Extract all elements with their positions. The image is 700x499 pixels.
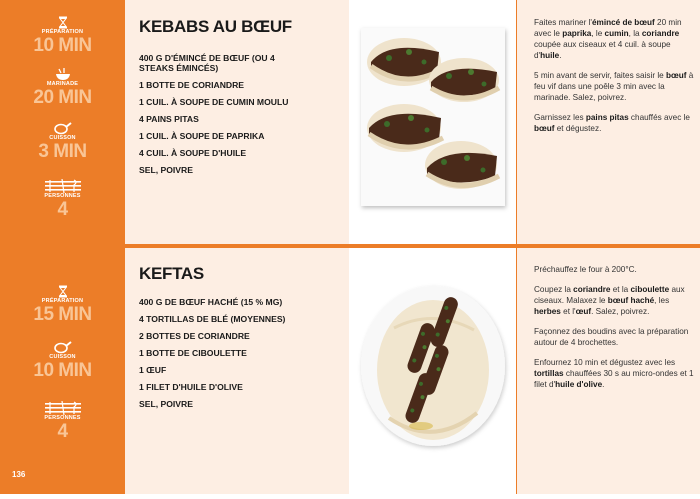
stat-label: PERSONNES [44, 193, 81, 199]
instructions [534, 17, 694, 143]
instruction-text: , la [628, 29, 642, 38]
instruction-text: Garnissez les [534, 113, 586, 122]
stat-value: 10 MIN [33, 360, 92, 381]
instruction-text: . [602, 380, 605, 389]
ingredient-item: 1 CUIL. À SOUPE DE PAPRIKA [139, 131, 265, 141]
recipe-1-photo [349, 0, 516, 244]
ingredient-item: 4 PAINS PITAS [139, 114, 199, 124]
stat-personnes [0, 401, 125, 442]
page-number: 136 [12, 470, 26, 479]
ingredient-list [139, 53, 344, 182]
instruction-text: Faites mariner l' [534, 18, 592, 27]
timer-icon [58, 16, 68, 29]
instruction-step [534, 17, 694, 61]
highlighted-ingredient: pains pitas [585, 113, 629, 122]
recipe-title: KEFTAS [139, 264, 204, 283]
instruction-text: et la [610, 285, 631, 294]
highlighted-ingredient: tortillas [534, 369, 564, 378]
keftas-tortilla-illustration [349, 248, 516, 494]
stat-value: 4 [57, 199, 68, 220]
highlighted-ingredient: coriandre [573, 285, 611, 294]
recipe-2-photo [349, 248, 516, 494]
instruction-text: à feu vif dans une poêle 3 min avec la marinade. Salez, poivrez. [534, 71, 694, 102]
stat-value: 10 MIN [33, 35, 92, 56]
recipe-2-instructions-panel [516, 248, 700, 494]
ingredient-item: 400 G D'ÉMINCÉ DE BŒUF (OU 4 STEAKS ÉMINCÉS) [139, 53, 275, 73]
instruction-text: . Salez, poivrez. [591, 307, 650, 316]
highlighted-ingredient: bœuf [534, 124, 555, 133]
instruction-text: , le [591, 29, 605, 38]
stat-value: 3 MIN [38, 141, 87, 162]
instruction-text: Façonnez des boudins avec la préparation autour de 4 brochettes. [534, 327, 689, 347]
instruction-text: Enfournez 10 min et dégustez avec les [534, 358, 676, 367]
ingredient-item: 1 CUIL. À SOUPE DE CUMIN MOULU [139, 97, 289, 107]
stat-label: CUISSON [49, 354, 76, 360]
stat-label: PERSONNES [44, 415, 81, 421]
ingredient-item: 4 CUIL. À SOUPE D'HUILE [139, 148, 247, 158]
highlighted-ingredient: paprika [562, 29, 592, 38]
recipe-1-instructions-panel [516, 0, 700, 244]
stat-cuisson [0, 122, 125, 162]
recipe-2-ingredients-panel [125, 248, 349, 494]
highlighted-ingredient: émincé de bœuf [591, 18, 655, 27]
ingredient-item: 1 BOTTE DE CORIANDRE [139, 80, 245, 90]
ingredient-item: 2 BOTTES DE CORIANDRE [139, 331, 250, 341]
stat-label: CUISSON [49, 135, 76, 141]
stat-label: MARINADE [46, 81, 79, 87]
cutlery-icon [44, 179, 82, 193]
instruction-text: et dégustez. [554, 124, 602, 133]
instruction-text: coupée aux ciseaux et 4 cuil. à soupe d' [534, 40, 671, 60]
instruction-step [534, 112, 694, 134]
instruction-text: , les [654, 296, 670, 305]
recipe-1-ingredients-panel [125, 0, 349, 244]
ingredient-item: 1 FILET D'HUILE D'OLIVE [139, 382, 243, 392]
highlighted-ingredient: herbes [534, 307, 561, 316]
ingredient-item: SEL, POIVRE [139, 399, 193, 409]
instruction-step [534, 70, 694, 103]
instruction-text: et l' [560, 307, 576, 316]
stat-cuisson [0, 341, 125, 381]
recipe-1-sidebar [0, 0, 125, 244]
instruction-text: 20 min avec le [534, 18, 682, 38]
instruction-step [534, 326, 694, 348]
ingredient-item: SEL, POIVRE [139, 165, 193, 175]
instruction-text: chauffés avec le [628, 113, 690, 122]
recipe-title: KEBABS AU BŒUF [139, 17, 292, 36]
recipe-2-sidebar [0, 248, 125, 494]
ingredient-item: 1 BOTTE DE CIBOULETTE [139, 348, 247, 358]
highlighted-ingredient: huile [540, 51, 560, 60]
stat-value: 20 MIN [33, 87, 92, 108]
kebab-pitas-illustration [349, 0, 516, 244]
highlighted-ingredient: cumin [604, 29, 629, 38]
highlighted-ingredient: bœuf [665, 71, 687, 80]
instruction-step [534, 264, 694, 275]
instruction-text: . [559, 51, 562, 60]
ingredient-item: 4 TORTILLAS DE BLÉ (MOYENNES) [139, 314, 286, 324]
instructions [534, 264, 694, 399]
highlighted-ingredient: huile d'olive [555, 380, 603, 389]
instruction-text: 5 min avant de servir, faites saisir le [534, 71, 666, 80]
pan-icon [54, 341, 72, 354]
instruction-text: Préchauffez le four à 200°C. [534, 265, 637, 274]
highlighted-ingredient: bœuf haché [607, 296, 655, 305]
highlighted-ingredient: coriandre [641, 29, 680, 38]
ingredient-item: 400 G DE BŒUF HACHÉ (15 % MG) [139, 297, 283, 307]
stat-personnes [0, 179, 125, 220]
instruction-text: aux ciseaux. Malaxez le [534, 285, 685, 305]
stat-marinade [0, 68, 125, 108]
instruction-text: Coupez la [534, 285, 574, 294]
stat-value: 4 [57, 421, 68, 442]
timer-icon [58, 285, 68, 298]
cutlery-icon [44, 401, 82, 415]
instruction-step [534, 357, 694, 390]
stat-label: PRÉPARATION [41, 29, 84, 35]
ingredient-item: 1 ŒUF [139, 365, 167, 375]
highlighted-ingredient: œuf [575, 307, 592, 316]
stat-value: 15 MIN [33, 304, 92, 325]
instruction-step [534, 284, 694, 317]
instruction-text: chauffées 30 s au micro-ondes et 1 filet d' [534, 369, 694, 389]
highlighted-ingredient: ciboulette [630, 285, 670, 294]
bowl-icon [55, 68, 71, 81]
ingredient-list [139, 297, 344, 416]
stat-preparation [0, 285, 125, 325]
stat-preparation [0, 16, 125, 56]
stat-label: PRÉPARATION [41, 298, 84, 304]
pan-icon [54, 122, 72, 135]
